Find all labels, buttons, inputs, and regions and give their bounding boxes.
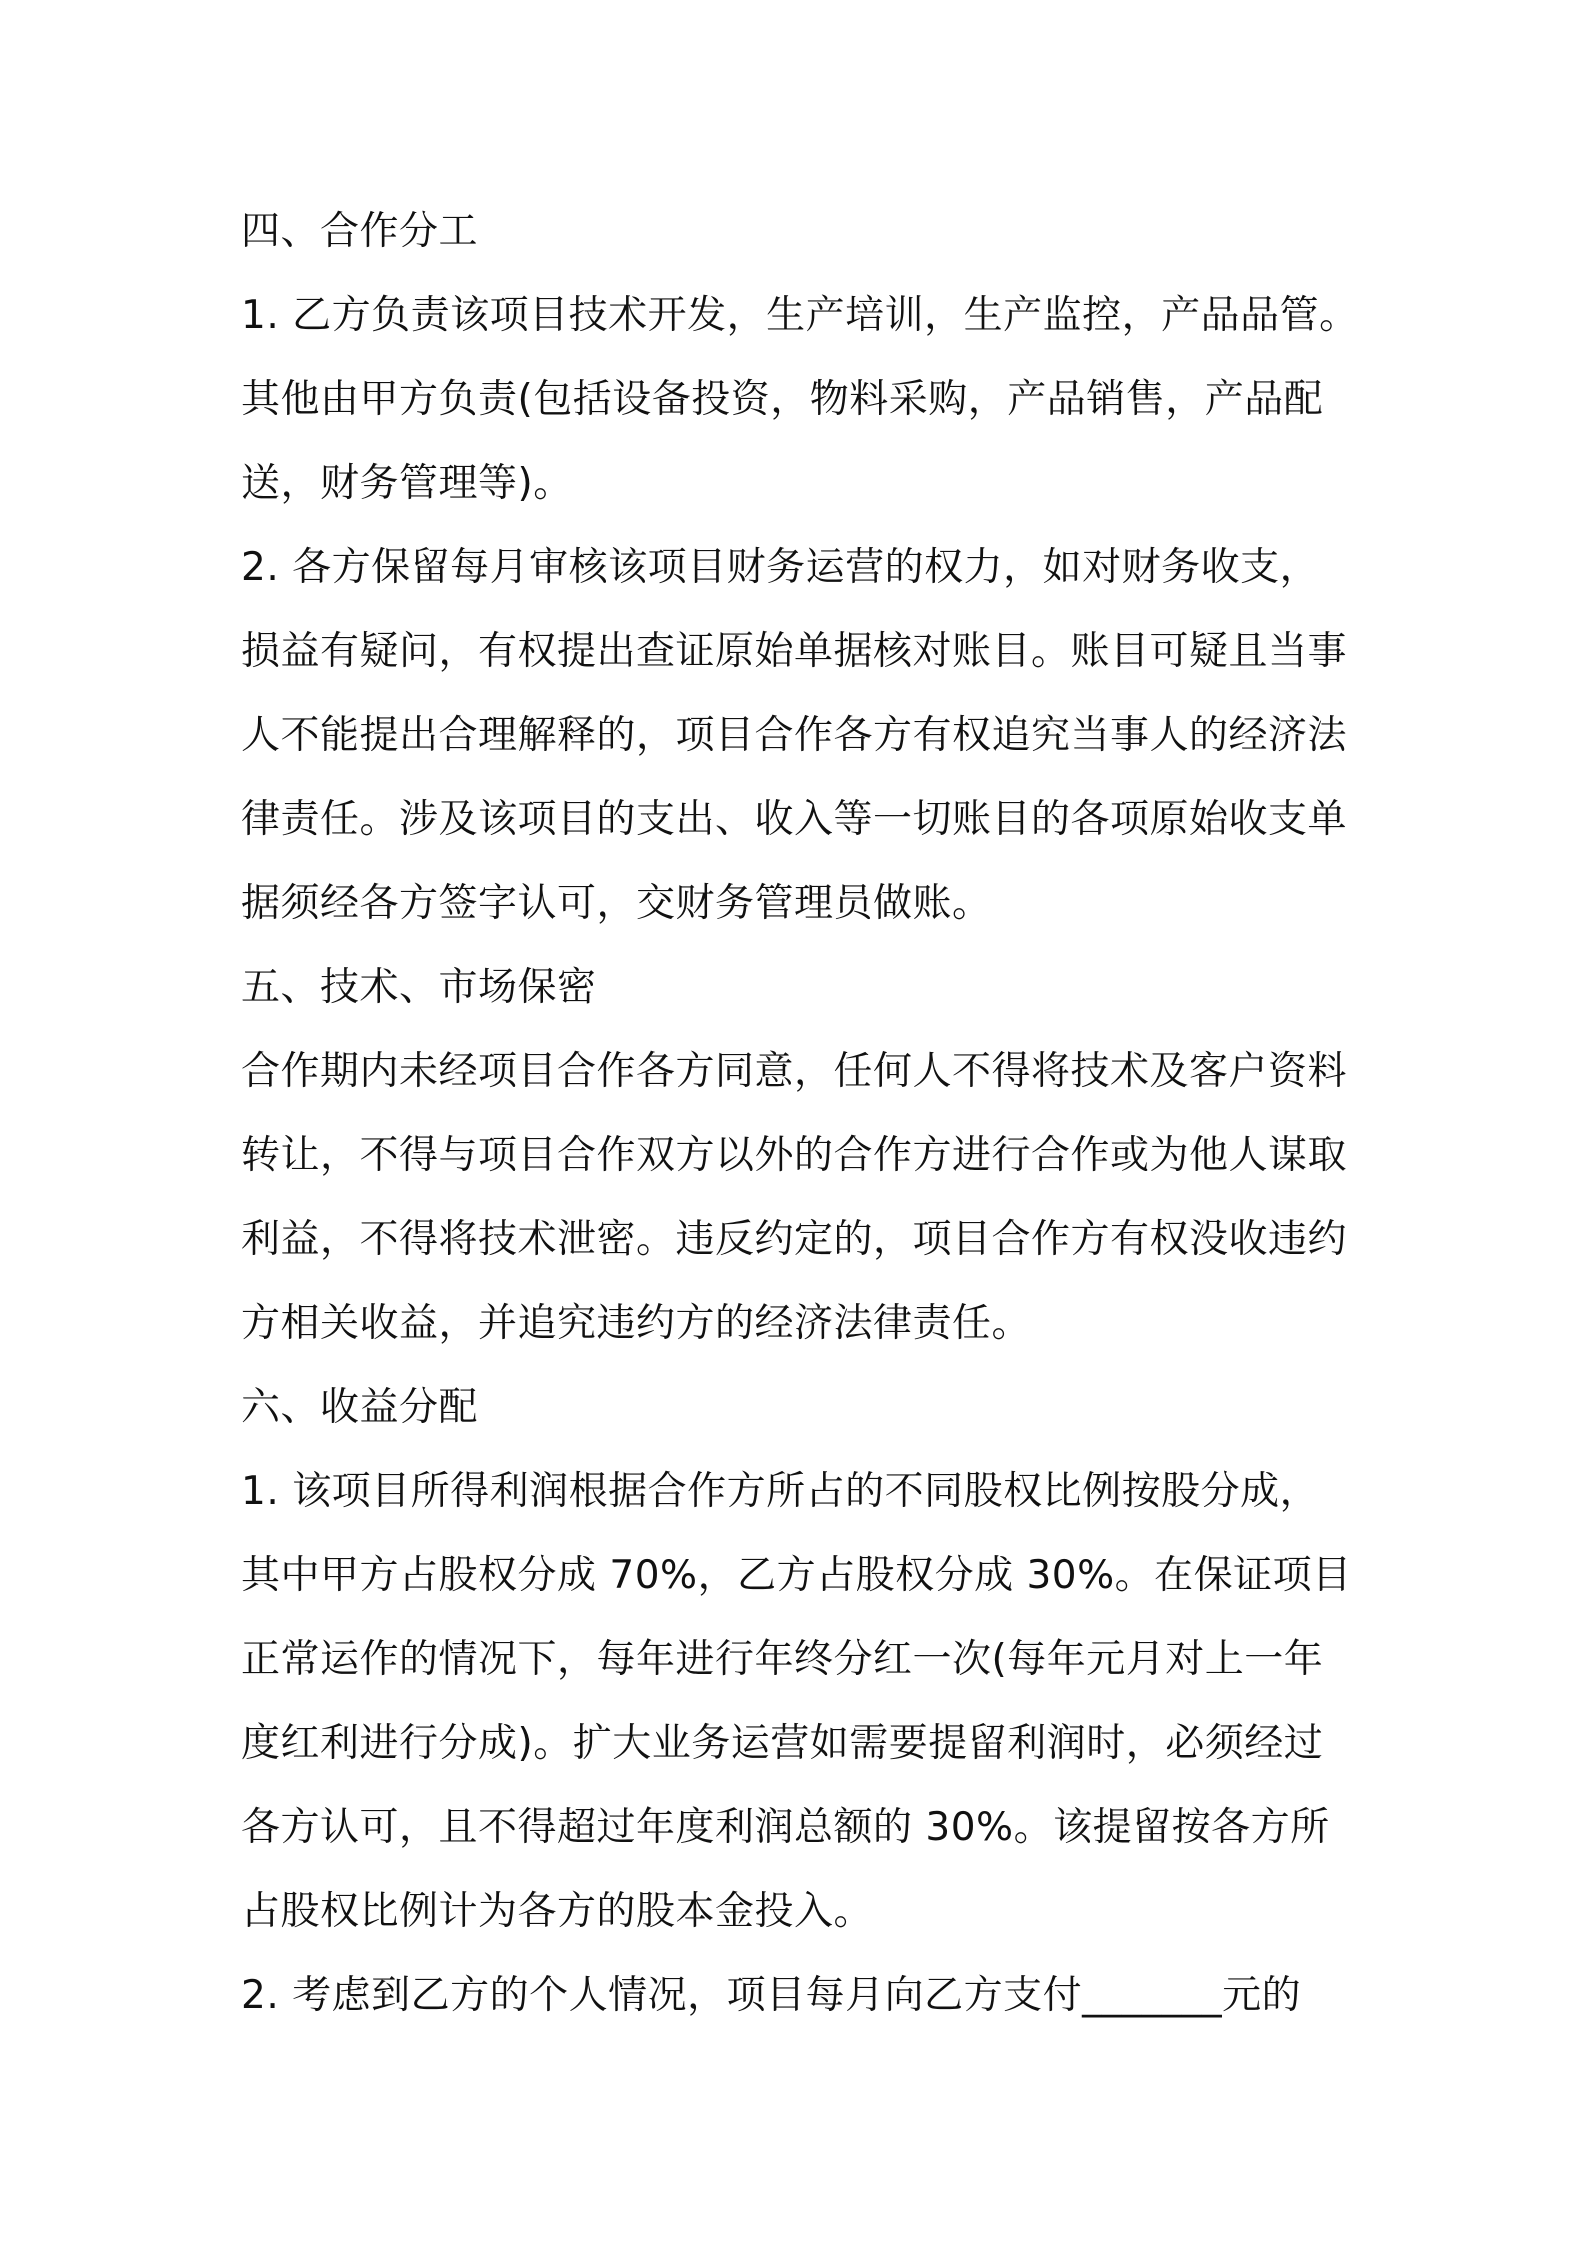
paragraph-line: 其他由甲方负责(包括设备投资，物料采购，产品销售，产品配 — [241, 377, 1324, 422]
paragraph-line: 度红利进行分成)。扩大业务运营如需要提留利润时，必须经过 — [241, 1721, 1324, 1766]
paragraph-line: 占股权比例计为各方的股本金投入。 — [241, 1889, 874, 1934]
paragraph-line: 损益有疑问，有权提出查证原始单据核对账目。账目可疑且当事 — [241, 629, 1348, 674]
paragraph-line: 2. 考虑到乙方的个人情况，项目每月向乙方支付_______元的 — [241, 1973, 1302, 2018]
paragraph-line: 其中甲方占股权分成 70%，乙方占股权分成 30%。在保证项目 — [241, 1553, 1352, 1598]
paragraph-line: 律责任。涉及该项目的支出、收入等一切账目的各项原始收支单 — [241, 797, 1348, 842]
section-heading-5: 五、技术、市场保密 — [241, 965, 597, 1010]
paragraph-line: 2. 各方保留每月审核该项目财务运营的权力，如对财务收支， — [241, 545, 1320, 590]
paragraph-line: 各方认可，且不得超过年度利润总额的 30%。该提留按各方所 — [241, 1805, 1330, 1850]
paragraph-line: 正常运作的情况下，每年进行年终分红一次(每年元月对上一年 — [241, 1637, 1324, 1682]
paragraph-line: 1. 该项目所得利润根据合作方所占的不同股权比例按股分成， — [241, 1469, 1320, 1514]
paragraph-line: 送，财务管理等)。 — [241, 461, 573, 506]
paragraph-line: 合作期内未经项目合作各方同意，任何人不得将技术及客户资料 — [241, 1049, 1348, 1094]
section-heading-6: 六、收益分配 — [241, 1385, 479, 1430]
paragraph-line: 人不能提出合理解释的，项目合作各方有权追究当事人的经济法 — [241, 713, 1348, 758]
paragraph-line: 1. 乙方负责该项目技术开发，生产培训，生产监控，产品品管。 — [241, 293, 1359, 338]
paragraph-line: 利益，不得将技术泄密。违反约定的，项目合作方有权没收违约 — [241, 1217, 1348, 1262]
paragraph-line: 转让，不得与项目合作双方以外的合作方进行合作或为他人谋取 — [241, 1133, 1348, 1178]
paragraph-line: 方相关收益，并追究违约方的经济法律责任。 — [241, 1301, 1032, 1346]
section-heading-4: 四、合作分工 — [241, 209, 479, 254]
document-body — [241, 190, 1359, 2038]
paragraph-line: 据须经各方签字认可，交财务管理员做账。 — [241, 881, 992, 926]
